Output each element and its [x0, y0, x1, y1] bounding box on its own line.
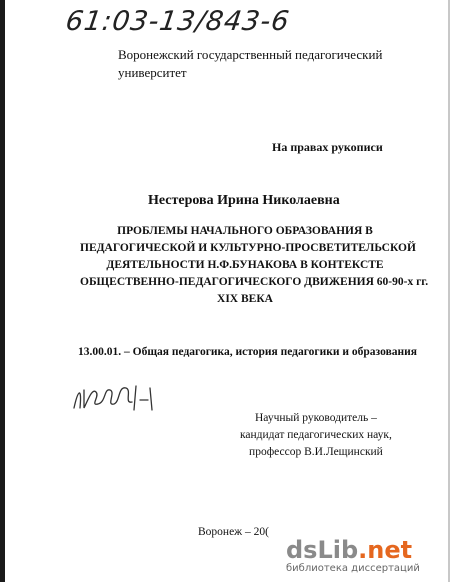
specialty-code: 13.00.01. – Общая педагогика, история педагогики и образования [78, 346, 418, 358]
title-line: ПРОБЛЕМЫ НАЧАЛЬНОГО ОБРАЗОВАНИЯ В [117, 225, 373, 237]
watermark-tld: .net [358, 536, 413, 564]
title-line: XIX ВЕКА [217, 293, 273, 305]
city-year: Воронеж – 20( [198, 526, 269, 538]
university-line-1: Воронежский государственный педагогический [118, 47, 383, 62]
scientific-advisor [240, 410, 392, 461]
handwritten-signature [70, 380, 162, 414]
watermark-brand: dsLib [286, 536, 359, 564]
watermark-logo [286, 536, 412, 564]
watermark-subtitle: библиотека диссертаций [286, 563, 420, 574]
thesis-title [80, 223, 429, 308]
university-name [118, 46, 382, 82]
university-line-2: университет [118, 65, 187, 80]
title-line: ДЕЯТЕЛЬНОСТИ Н.Ф.БУНАКОВА В КОНТЕКСТЕ [106, 259, 384, 271]
rights-note: На правах рукописи [272, 140, 383, 154]
dslib-watermark [286, 536, 446, 578]
scan-shadow-left [0, 0, 5, 582]
advisor-role: Научный руководитель – [255, 412, 377, 424]
advisor-name: профессор В.И.Лещинский [249, 446, 383, 458]
title-line: ОБЩЕСТВЕННО-ПЕДАГОГИЧЕСКОГО ДВИЖЕНИЯ 60-90-х гг. [80, 276, 429, 288]
handwritten-catalog-code: 61:03-13/843-6 [63, 6, 292, 37]
title-line: ПЕДАГОГИЧЕСКОЙ И КУЛЬТУРНО-ПРОСВЕТИТЕЛЬСКОЙ [80, 242, 416, 254]
author-name: Нестерова Ирина Николаевна [148, 193, 340, 208]
advisor-degree: кандидат педагогических наук, [240, 429, 392, 441]
